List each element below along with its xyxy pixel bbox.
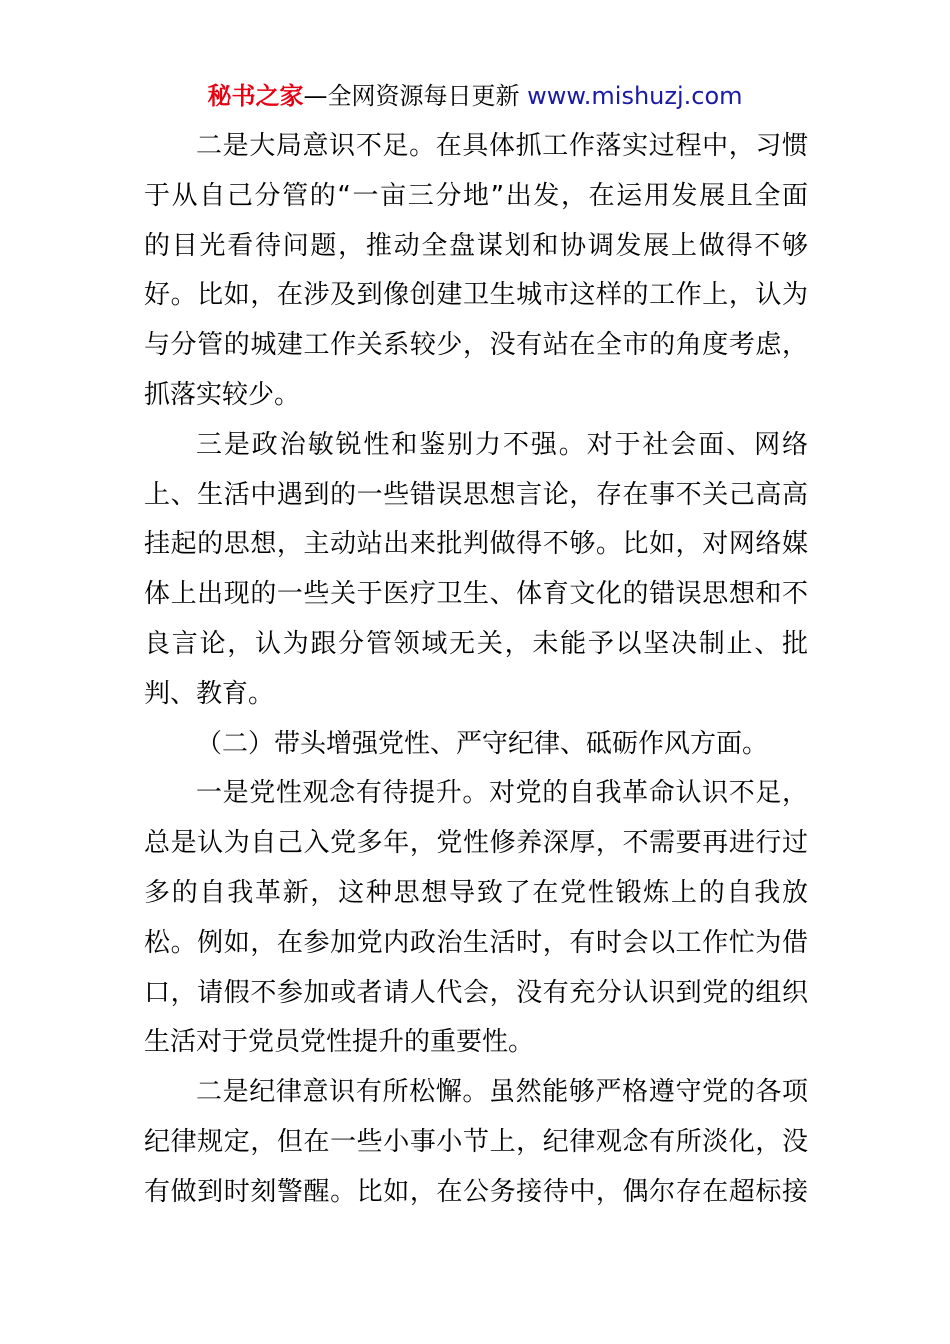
text-line: 体上出现的一些关于医疗卫生、体育文化的错误思想和不 [144,579,808,610]
text-line: 抓落实较少。 [144,379,301,410]
text-line: 口，请假不参加或者请人代会，没有充分认识到党的组织 [144,977,808,1008]
site-url-link[interactable]: www.mishuzj.com [527,82,743,110]
text-line: （二）带头增强党性、严守纪律、砥砺作风方面。 [196,728,769,759]
text-line: 多的自我革新，这种思想导致了在党性锻炼上的自我放 [144,877,808,908]
text-line: 二是纪律意识有所松懈。虽然能够严格遵守党的各项 [196,1077,808,1108]
text-line: 生活对于党员党性提升的重要性。 [144,1027,535,1058]
site-brand: 秘书之家 [207,82,304,110]
text-line: 纪律规定，但在一些小事小节上，纪律观念有所淡化，没 [144,1126,808,1157]
text-line: 判、教育。 [144,678,275,709]
text-line: 松。例如，在参加党内政治生活时，有时会以工作忙为借 [144,927,808,958]
text-line: 上、生活中遇到的一些错误思想言论，存在事不关己高高 [144,479,808,510]
text-line: 二是大局意识不足。在具体抓工作落实过程中，习惯 [196,131,808,161]
text-line: 与分管的城建工作关系较少，没有站在全市的角度考虑， [144,330,808,361]
text-line: 于从自己分管的“一亩三分地”出发，在运用发展且全面 [144,180,808,211]
text-line: 良言论，认为跟分管领域无关，未能予以坚决制止、批 [144,628,808,659]
text-line: 三是政治敏锐性和鉴别力不强。对于社会面、网络 [196,429,808,460]
text-line: 好。比如，在涉及到像创建卫生城市这样的工作上，认为 [144,280,808,311]
site-header [0,78,950,114]
text-line: 的目光看待问题，推动全盘谋划和协调发展上做得不够 [144,230,808,261]
text-line: 总是认为自己入党多年，党性修养深厚，不需要再进行过 [144,828,808,859]
document-body [144,122,808,1218]
text-line: 一是党性观念有待提升。对党的自我革命认识不足， [196,778,808,809]
site-tagline: —全网资源每日更新 [303,82,528,110]
text-line: 挂起的思想，主动站出来批判做得不够。比如，对网络媒 [144,529,808,560]
text-line: 有做到时刻警醒。比如，在公务接待中，偶尔存在超标接 [144,1176,808,1207]
